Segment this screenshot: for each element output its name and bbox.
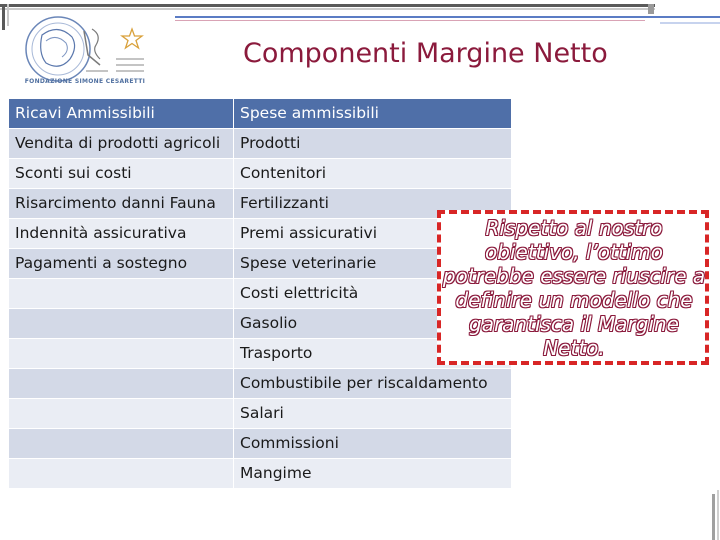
- header-revenues: Ricavi Ammissibili: [9, 99, 234, 129]
- revenue-cell: Pagamenti a sostegno: [9, 249, 234, 279]
- table-row: [9, 399, 512, 429]
- revenue-cell: Indennità assicurativa: [9, 219, 234, 249]
- revenue-cell: Vendita di prodotti agricoli: [9, 129, 234, 159]
- header-rule-blue-light: [660, 22, 720, 24]
- expense-cell: Commissioni: [234, 429, 512, 459]
- table-row: [9, 159, 512, 189]
- frame-line-left-light: [7, 4, 9, 26]
- revenue-cell: Risarcimento danni Fauna: [9, 189, 234, 219]
- callout-text: Rispetto al nostro obiettivo, l’ottimo potrebbe essere riuscire a definire un modello che garantisca il Margine Netto.: [442, 216, 706, 360]
- revenue-cell: [9, 369, 234, 399]
- frame-line-bottom-right-light: [717, 490, 719, 540]
- revenue-cell: [9, 309, 234, 339]
- expense-cell: Fertilizzanti: [234, 189, 512, 219]
- expense-cell: Salari: [234, 399, 512, 429]
- expense-cell: Mangime: [234, 459, 512, 489]
- frame-line-bottom-right: [712, 494, 715, 540]
- revenue-cell: [9, 459, 234, 489]
- header-rule-red: [175, 20, 645, 21]
- expense-cell: Gasolio: [234, 309, 512, 339]
- expense-cell: Combustibile per riscaldamento: [234, 369, 512, 399]
- table-row: [9, 459, 512, 489]
- expense-cell: Contenitori: [234, 159, 512, 189]
- frame-line-top-light: [0, 8, 655, 10]
- revenue-cell: [9, 429, 234, 459]
- revenue-cell: [9, 279, 234, 309]
- table-row: [9, 129, 512, 159]
- revenue-cell: [9, 399, 234, 429]
- frame-line-left: [2, 4, 5, 30]
- logo-caption: FONDAZIONE SIMONE CESARETTI: [24, 78, 146, 85]
- expense-cell: Trasporto: [234, 339, 512, 369]
- table-row: [9, 429, 512, 459]
- table-header-row: [9, 99, 512, 129]
- expense-cell: Premi assicurativi: [234, 219, 512, 249]
- frame-line-top: [0, 4, 655, 7]
- table-row: [9, 369, 512, 399]
- expense-cell: Costi elettricità: [234, 279, 512, 309]
- header-expenses: Spese ammissibili: [234, 99, 512, 129]
- page-title: Componenti Margine Netto: [243, 38, 608, 69]
- expense-cell: Prodotti: [234, 129, 512, 159]
- expense-cell: Spese veterinarie: [234, 249, 512, 279]
- revenue-cell: Sconti sui costi: [9, 159, 234, 189]
- revenue-cell: [9, 339, 234, 369]
- frame-corner-right: [648, 4, 654, 14]
- header-rule-blue: [175, 16, 720, 18]
